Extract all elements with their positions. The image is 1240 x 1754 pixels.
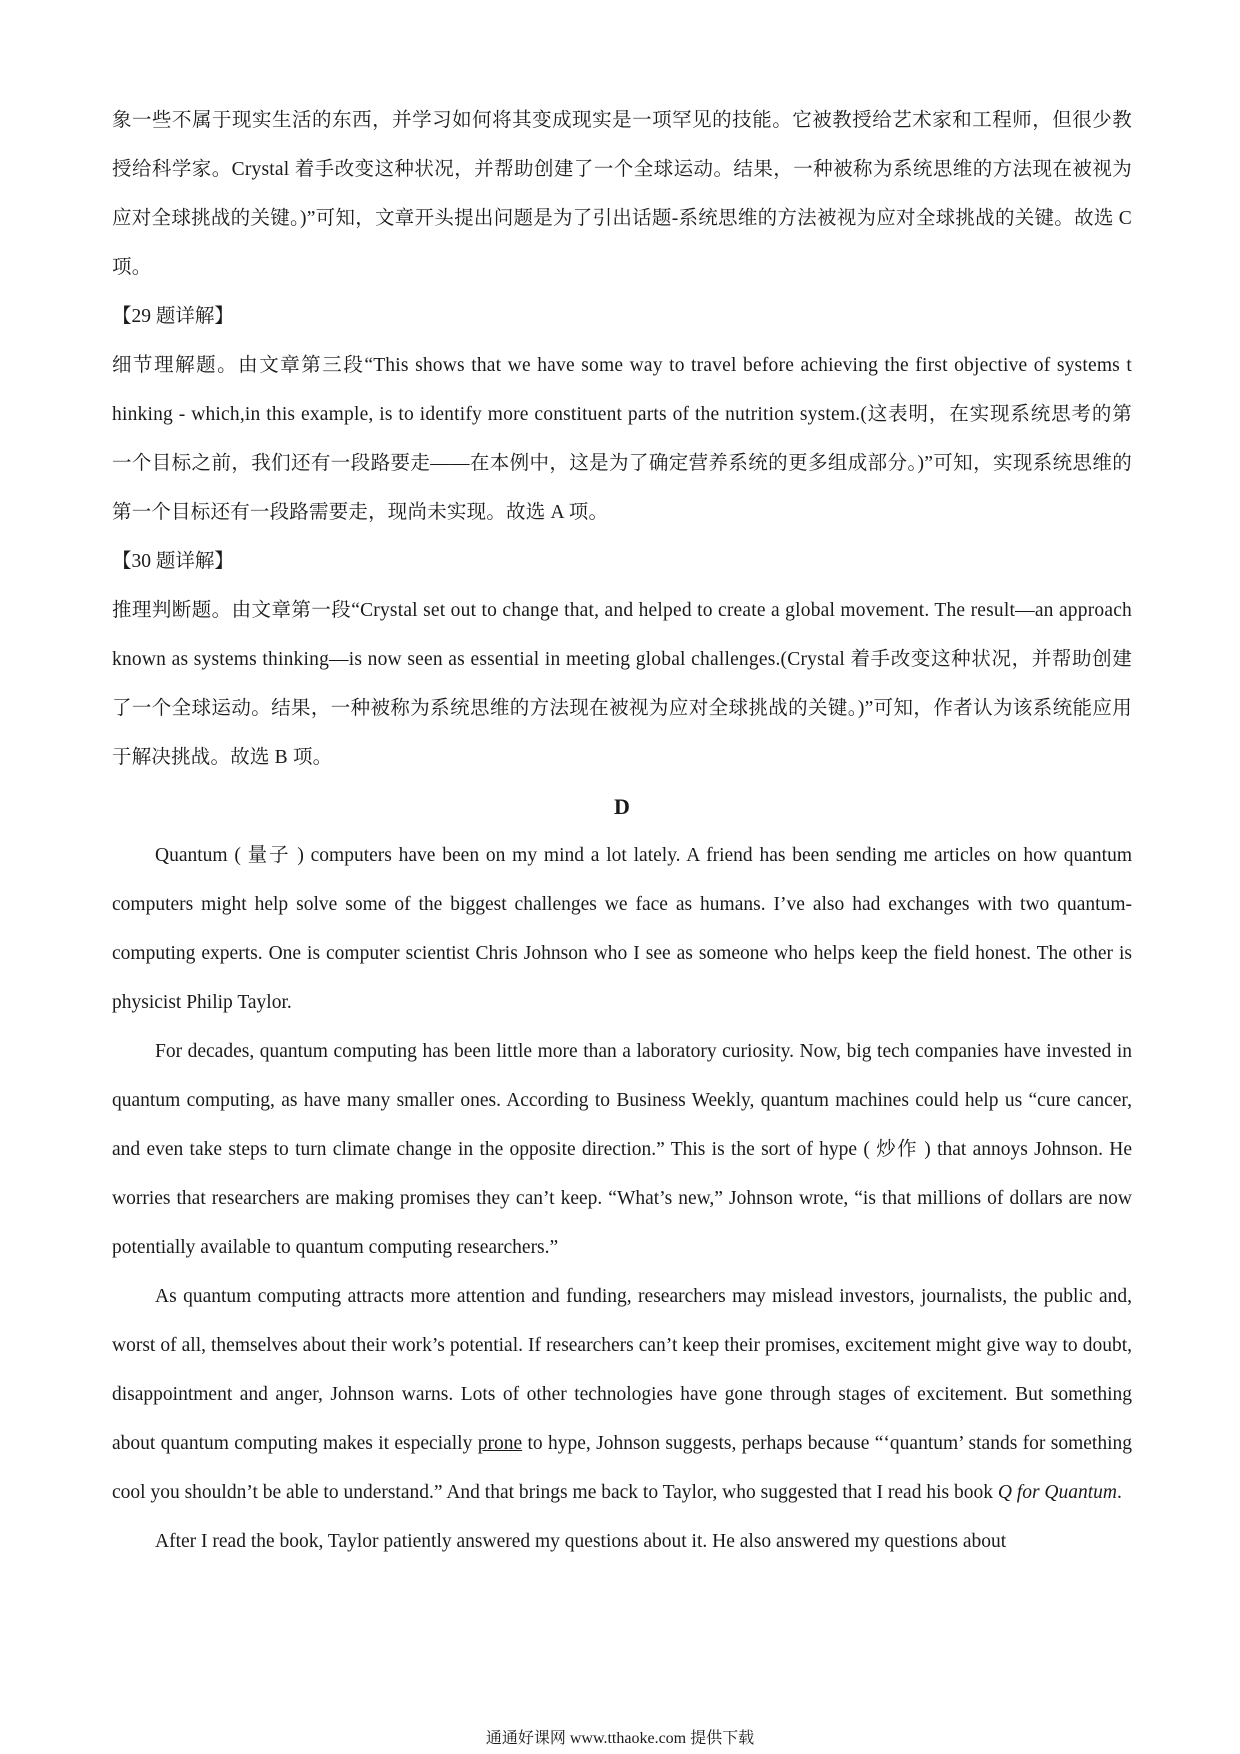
passage-paragraph-1: Quantum ( 量子 ) computers have been on my mind a lot lately. A friend has been sending me articles on how quantum computers might help solve some of the biggest challenges we face as humans. I’ve also had exchanges with two quantum-computing experts. One is computer scientist Chris Johnson who I see as someone who helps keep the field honest. The other is physicist Philip Taylor. (112, 845, 1132, 1013)
passage-paragraph-2: For decades, quantum computing has been little more than a laboratory curiosity. Now, big tech companies have invested in quantum computing, as have many smaller ones. According to Business Weekly, quantum machines could help us “cure cancer, and even take steps to turn climate change in the opposite direction.” This is the sort of hype ( 炒作 ) that annoys Johnson. He worries that researchers are making promises they can’t keep. “What’s new,” Johnson wrote, “is that millions of dollars are now potentially available to quantum computing researchers.” (112, 1041, 1132, 1258)
passage-paragraph-3-part-a: As quantum computing attracts more attention and funding, researchers may mislead investors, journalists, the public and, worst of all, themselves about their work’s potential. If researchers can’t keep their promises, excitement might give way to doubt, disappointment and anger, Johnson warns. Lots of other technologies have gone through stages of excitement. But something about quantum computing makes it especially (112, 1286, 1132, 1454)
q30-explanation: 推理判断题。由文章第一段“Crystal set out to change that, and helped to create a global movement. The result—an approach known as systems thinking—is now seen as essential in meeting global challenges.(Crystal 着手改变这种状况，并帮助创建了一个全球运动。结果，一种被称为系统思维的方法现在被视为应对全球挑战的关键。)”可知，作者认为该系统能应用于解决挑战。故选 B 项。 (112, 600, 1132, 768)
passage-paragraph-3-part-c: . (1117, 1482, 1122, 1503)
q29-explanation: 细节理解题。由文章第三段“This shows that we have some way to travel before achieving the first objective of systems t hinking - which,in this example, is to identify more constituent parts of the nutrition system.(这表明，在实现系统思考的第一个目标之前，我们还有一段路要走——在本例中，这是为了确定营养系统的更多组成部分。)”可知，实现系统思维的第一个目标还有一段路需要走，现尚未实现。故选 A 项。 (112, 355, 1132, 523)
section-d-heading: D (614, 794, 630, 819)
passage-paragraph-4: After I read the book, Taylor patiently answered my questions about it. He also answered my questions about (155, 1531, 1007, 1552)
underlined-word-prone: prone (477, 1433, 523, 1454)
q29-heading: 【29 题详解】 (112, 306, 234, 327)
passage-paragraph-3 (112, 1272, 1132, 1517)
book-title: Q for Quantum (997, 1482, 1118, 1503)
page-footer: 通通好课网 www.tthaoke.com 提供下载 (485, 1730, 755, 1747)
intro-paragraph: 象一些不属于现实生活的东西，并学习如何将其变成现实是一项罕见的技能。它被教授给艺术家和工程师，但很少教授给科学家。Crystal 着手改变这种状况，并帮助创建了一个全球运动。结果，一种被称为系统思维的方法现在被视为应对全球挑战的关键。)”可知，文章开头提出问题是为了引出话题-系统思维的方法被视为应对全球挑战的关键。故选 C 项。 (112, 110, 1132, 278)
page-body (112, 96, 1132, 1566)
passage-paragraph-3-part-b: to hype, Johnson suggests, perhaps because “‘quantum’ stands for something cool you shouldn’t be able to understand.” And that brings me back to Taylor, who suggested that I read his book (112, 1433, 1132, 1503)
q30-heading: 【30 题详解】 (112, 551, 234, 572)
